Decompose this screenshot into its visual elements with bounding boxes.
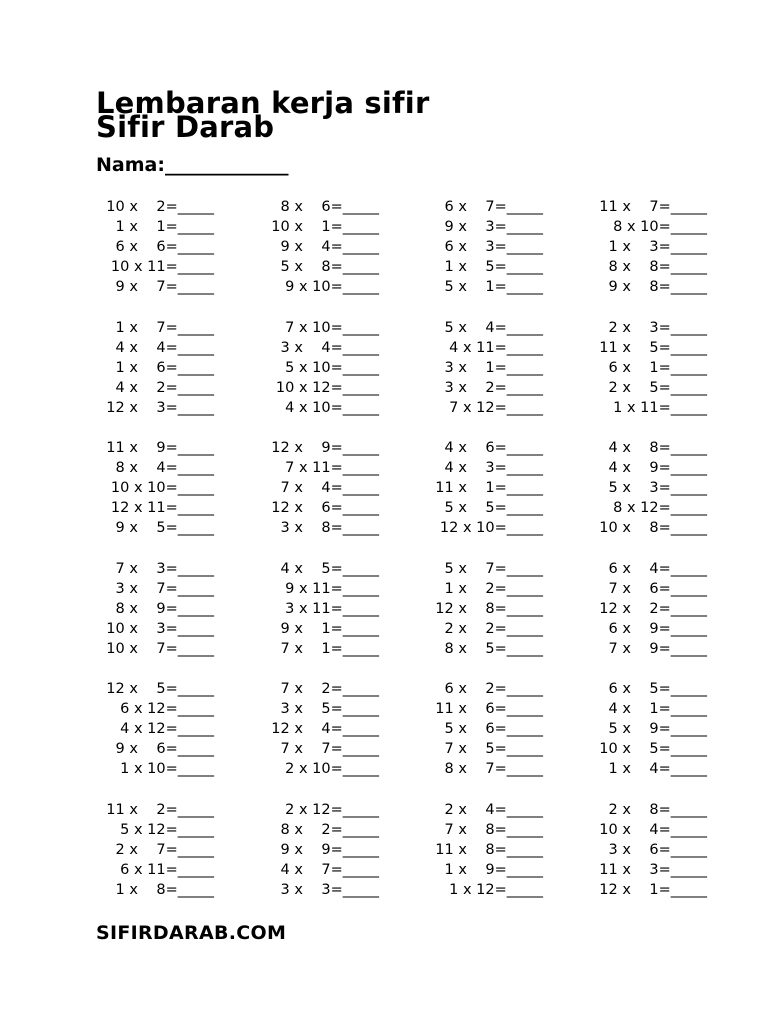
question-row: 8 x 9=_____	[106, 600, 214, 617]
question-group	[567, 679, 707, 800]
question-row: 1 x 11=_____	[603, 399, 707, 416]
question-row: 1 x 1=_____	[106, 219, 214, 236]
question-row: 7 x 10=_____	[275, 319, 379, 336]
question-row: 9 x 8=_____	[599, 279, 707, 296]
question-row: 1 x 12=_____	[439, 881, 543, 898]
question-group	[567, 438, 707, 559]
question-row: 2 x 8=_____	[599, 801, 707, 818]
question-row: 2 x 4=_____	[435, 801, 543, 818]
question-column	[567, 197, 707, 920]
question-row: 5 x 1=_____	[435, 279, 543, 296]
question-row: 1 x 3=_____	[599, 239, 707, 256]
question-row: 6 x 2=_____	[435, 681, 543, 698]
question-row: 12 x 4=_____	[271, 721, 379, 738]
question-group	[403, 438, 543, 559]
question-row: 9 x 5=_____	[106, 520, 214, 537]
question-group	[74, 559, 214, 680]
question-row: 2 x 7=_____	[106, 841, 214, 858]
question-row: 6 x 7=_____	[435, 199, 543, 216]
question-row: 11 x 2=_____	[106, 801, 214, 818]
question-row: 3 x 8=_____	[271, 520, 379, 537]
question-group	[239, 197, 379, 318]
question-row: 6 x 9=_____	[599, 620, 707, 637]
question-row: 5 x 12=_____	[110, 821, 214, 838]
question-group	[567, 197, 707, 318]
question-group	[567, 800, 707, 921]
question-row: 9 x 3=_____	[435, 219, 543, 236]
question-row: 12 x 2=_____	[599, 600, 707, 617]
question-row: 4 x 12=_____	[110, 721, 214, 738]
question-row: 10 x 1=_____	[271, 219, 379, 236]
question-column	[239, 197, 379, 920]
question-row: 1 x 2=_____	[435, 580, 543, 597]
question-row: 3 x 2=_____	[435, 379, 543, 396]
question-row: 7 x 5=_____	[435, 741, 543, 758]
question-group	[74, 438, 214, 559]
question-group	[74, 800, 214, 921]
question-row: 6 x 3=_____	[435, 239, 543, 256]
question-row: 7 x 4=_____	[271, 480, 379, 497]
question-row: 11 x 5=_____	[599, 339, 707, 356]
question-row: 4 x 2=_____	[106, 379, 214, 396]
question-row: 7 x 9=_____	[599, 640, 707, 657]
question-row: 10 x 3=_____	[106, 620, 214, 637]
question-row: 8 x 8=_____	[599, 259, 707, 276]
question-row: 2 x 2=_____	[435, 620, 543, 637]
question-row: 8 x 2=_____	[271, 821, 379, 838]
question-row: 10 x 11=_____	[110, 259, 214, 276]
question-row: 3 x 6=_____	[599, 841, 707, 858]
question-row: 5 x 8=_____	[271, 259, 379, 276]
question-column	[403, 197, 543, 920]
question-row: 7 x 11=_____	[275, 460, 379, 477]
question-row: 12 x 11=_____	[110, 500, 214, 517]
question-row: 5 x 10=_____	[275, 359, 379, 376]
question-group	[567, 318, 707, 439]
question-row: 3 x 1=_____	[435, 359, 543, 376]
question-row: 9 x 11=_____	[275, 580, 379, 597]
question-row: 4 x 4=_____	[106, 339, 214, 356]
question-row: 10 x 8=_____	[599, 520, 707, 537]
question-row: 1 x 10=_____	[110, 761, 214, 778]
question-row: 9 x 4=_____	[271, 239, 379, 256]
question-row: 6 x 5=_____	[599, 681, 707, 698]
question-row: 11 x 7=_____	[599, 199, 707, 216]
question-row: 1 x 7=_____	[106, 319, 214, 336]
question-row: 12 x 1=_____	[599, 881, 707, 898]
question-row: 10 x 4=_____	[599, 821, 707, 838]
question-row: 11 x 3=_____	[599, 861, 707, 878]
worksheet-subtitle: Sifir Darab	[96, 110, 275, 144]
question-row: 12 x 6=_____	[271, 500, 379, 517]
question-row: 1 x 5=_____	[435, 259, 543, 276]
site-footer: SIFIRDARAB.COM	[96, 922, 287, 944]
question-row: 7 x 7=_____	[271, 741, 379, 758]
question-group	[239, 800, 379, 921]
question-row: 6 x 1=_____	[599, 359, 707, 376]
name-field-label: Nama:_____________	[96, 154, 289, 176]
question-row: 3 x 11=_____	[275, 600, 379, 617]
question-row: 2 x 10=_____	[275, 761, 379, 778]
question-row: 9 x 1=_____	[271, 620, 379, 637]
question-row: 4 x 5=_____	[271, 560, 379, 577]
question-group	[403, 679, 543, 800]
question-row: 3 x 3=_____	[271, 881, 379, 898]
question-group	[239, 318, 379, 439]
question-row: 1 x 8=_____	[106, 881, 214, 898]
question-row: 5 x 7=_____	[435, 560, 543, 577]
question-group	[74, 679, 214, 800]
question-row: 2 x 3=_____	[599, 319, 707, 336]
question-row: 11 x 8=_____	[435, 841, 543, 858]
question-row: 4 x 11=_____	[439, 339, 543, 356]
question-group	[403, 559, 543, 680]
question-row: 10 x 12=_____	[275, 379, 379, 396]
question-row: 5 x 4=_____	[435, 319, 543, 336]
question-row: 11 x 1=_____	[435, 480, 543, 497]
question-group	[74, 197, 214, 318]
question-row: 7 x 8=_____	[435, 821, 543, 838]
question-row: 3 x 5=_____	[271, 701, 379, 718]
question-row: 9 x 9=_____	[271, 841, 379, 858]
question-row: 10 x 10=_____	[110, 480, 214, 497]
question-row: 12 x 8=_____	[435, 600, 543, 617]
question-row: 7 x 6=_____	[599, 580, 707, 597]
question-row: 10 x 2=_____	[106, 199, 214, 216]
question-row: 5 x 9=_____	[599, 721, 707, 738]
question-row: 2 x 12=_____	[275, 801, 379, 818]
question-row: 9 x 6=_____	[106, 741, 214, 758]
question-row: 11 x 6=_____	[435, 701, 543, 718]
question-row: 7 x 1=_____	[271, 640, 379, 657]
question-row: 6 x 11=_____	[110, 861, 214, 878]
question-row: 1 x 4=_____	[599, 761, 707, 778]
question-row: 8 x 6=_____	[271, 199, 379, 216]
question-row: 12 x 10=_____	[439, 520, 543, 537]
question-group	[239, 679, 379, 800]
question-row: 6 x 6=_____	[106, 239, 214, 256]
question-row: 4 x 10=_____	[275, 399, 379, 416]
question-group	[403, 800, 543, 921]
question-row: 12 x 9=_____	[271, 440, 379, 457]
question-row: 5 x 5=_____	[435, 500, 543, 517]
question-group	[239, 559, 379, 680]
question-group	[239, 438, 379, 559]
question-row: 4 x 3=_____	[435, 460, 543, 477]
question-row: 4 x 6=_____	[435, 440, 543, 457]
question-row: 4 x 8=_____	[599, 440, 707, 457]
question-row: 4 x 1=_____	[599, 701, 707, 718]
question-row: 9 x 10=_____	[275, 279, 379, 296]
question-row: 3 x 4=_____	[271, 339, 379, 356]
question-group	[74, 318, 214, 439]
question-group	[403, 318, 543, 439]
question-row: 10 x 5=_____	[599, 741, 707, 758]
question-column	[74, 197, 214, 920]
question-group	[567, 559, 707, 680]
worksheet-title: Lembaran kerja sifir	[96, 86, 430, 120]
question-row: 2 x 5=_____	[599, 379, 707, 396]
question-row: 8 x 5=_____	[435, 640, 543, 657]
question-row: 8 x 12=_____	[603, 500, 707, 517]
question-row: 6 x 4=_____	[599, 560, 707, 577]
question-row: 10 x 7=_____	[106, 640, 214, 657]
question-row: 12 x 5=_____	[106, 681, 214, 698]
question-group	[403, 197, 543, 318]
question-row: 4 x 7=_____	[271, 861, 379, 878]
question-row: 7 x 12=_____	[439, 399, 543, 416]
question-row: 1 x 9=_____	[435, 861, 543, 878]
question-row: 5 x 6=_____	[435, 721, 543, 738]
question-row: 6 x 12=_____	[110, 701, 214, 718]
question-row: 4 x 9=_____	[599, 460, 707, 477]
question-row: 7 x 2=_____	[271, 681, 379, 698]
question-row: 1 x 6=_____	[106, 359, 214, 376]
question-row: 8 x 7=_____	[435, 761, 543, 778]
question-row: 8 x 10=_____	[603, 219, 707, 236]
question-row: 12 x 3=_____	[106, 399, 214, 416]
question-row: 11 x 9=_____	[106, 440, 214, 457]
question-row: 5 x 3=_____	[599, 480, 707, 497]
question-row: 7 x 3=_____	[106, 560, 214, 577]
question-row: 8 x 4=_____	[106, 460, 214, 477]
question-row: 3 x 7=_____	[106, 580, 214, 597]
question-row: 9 x 7=_____	[106, 279, 214, 296]
